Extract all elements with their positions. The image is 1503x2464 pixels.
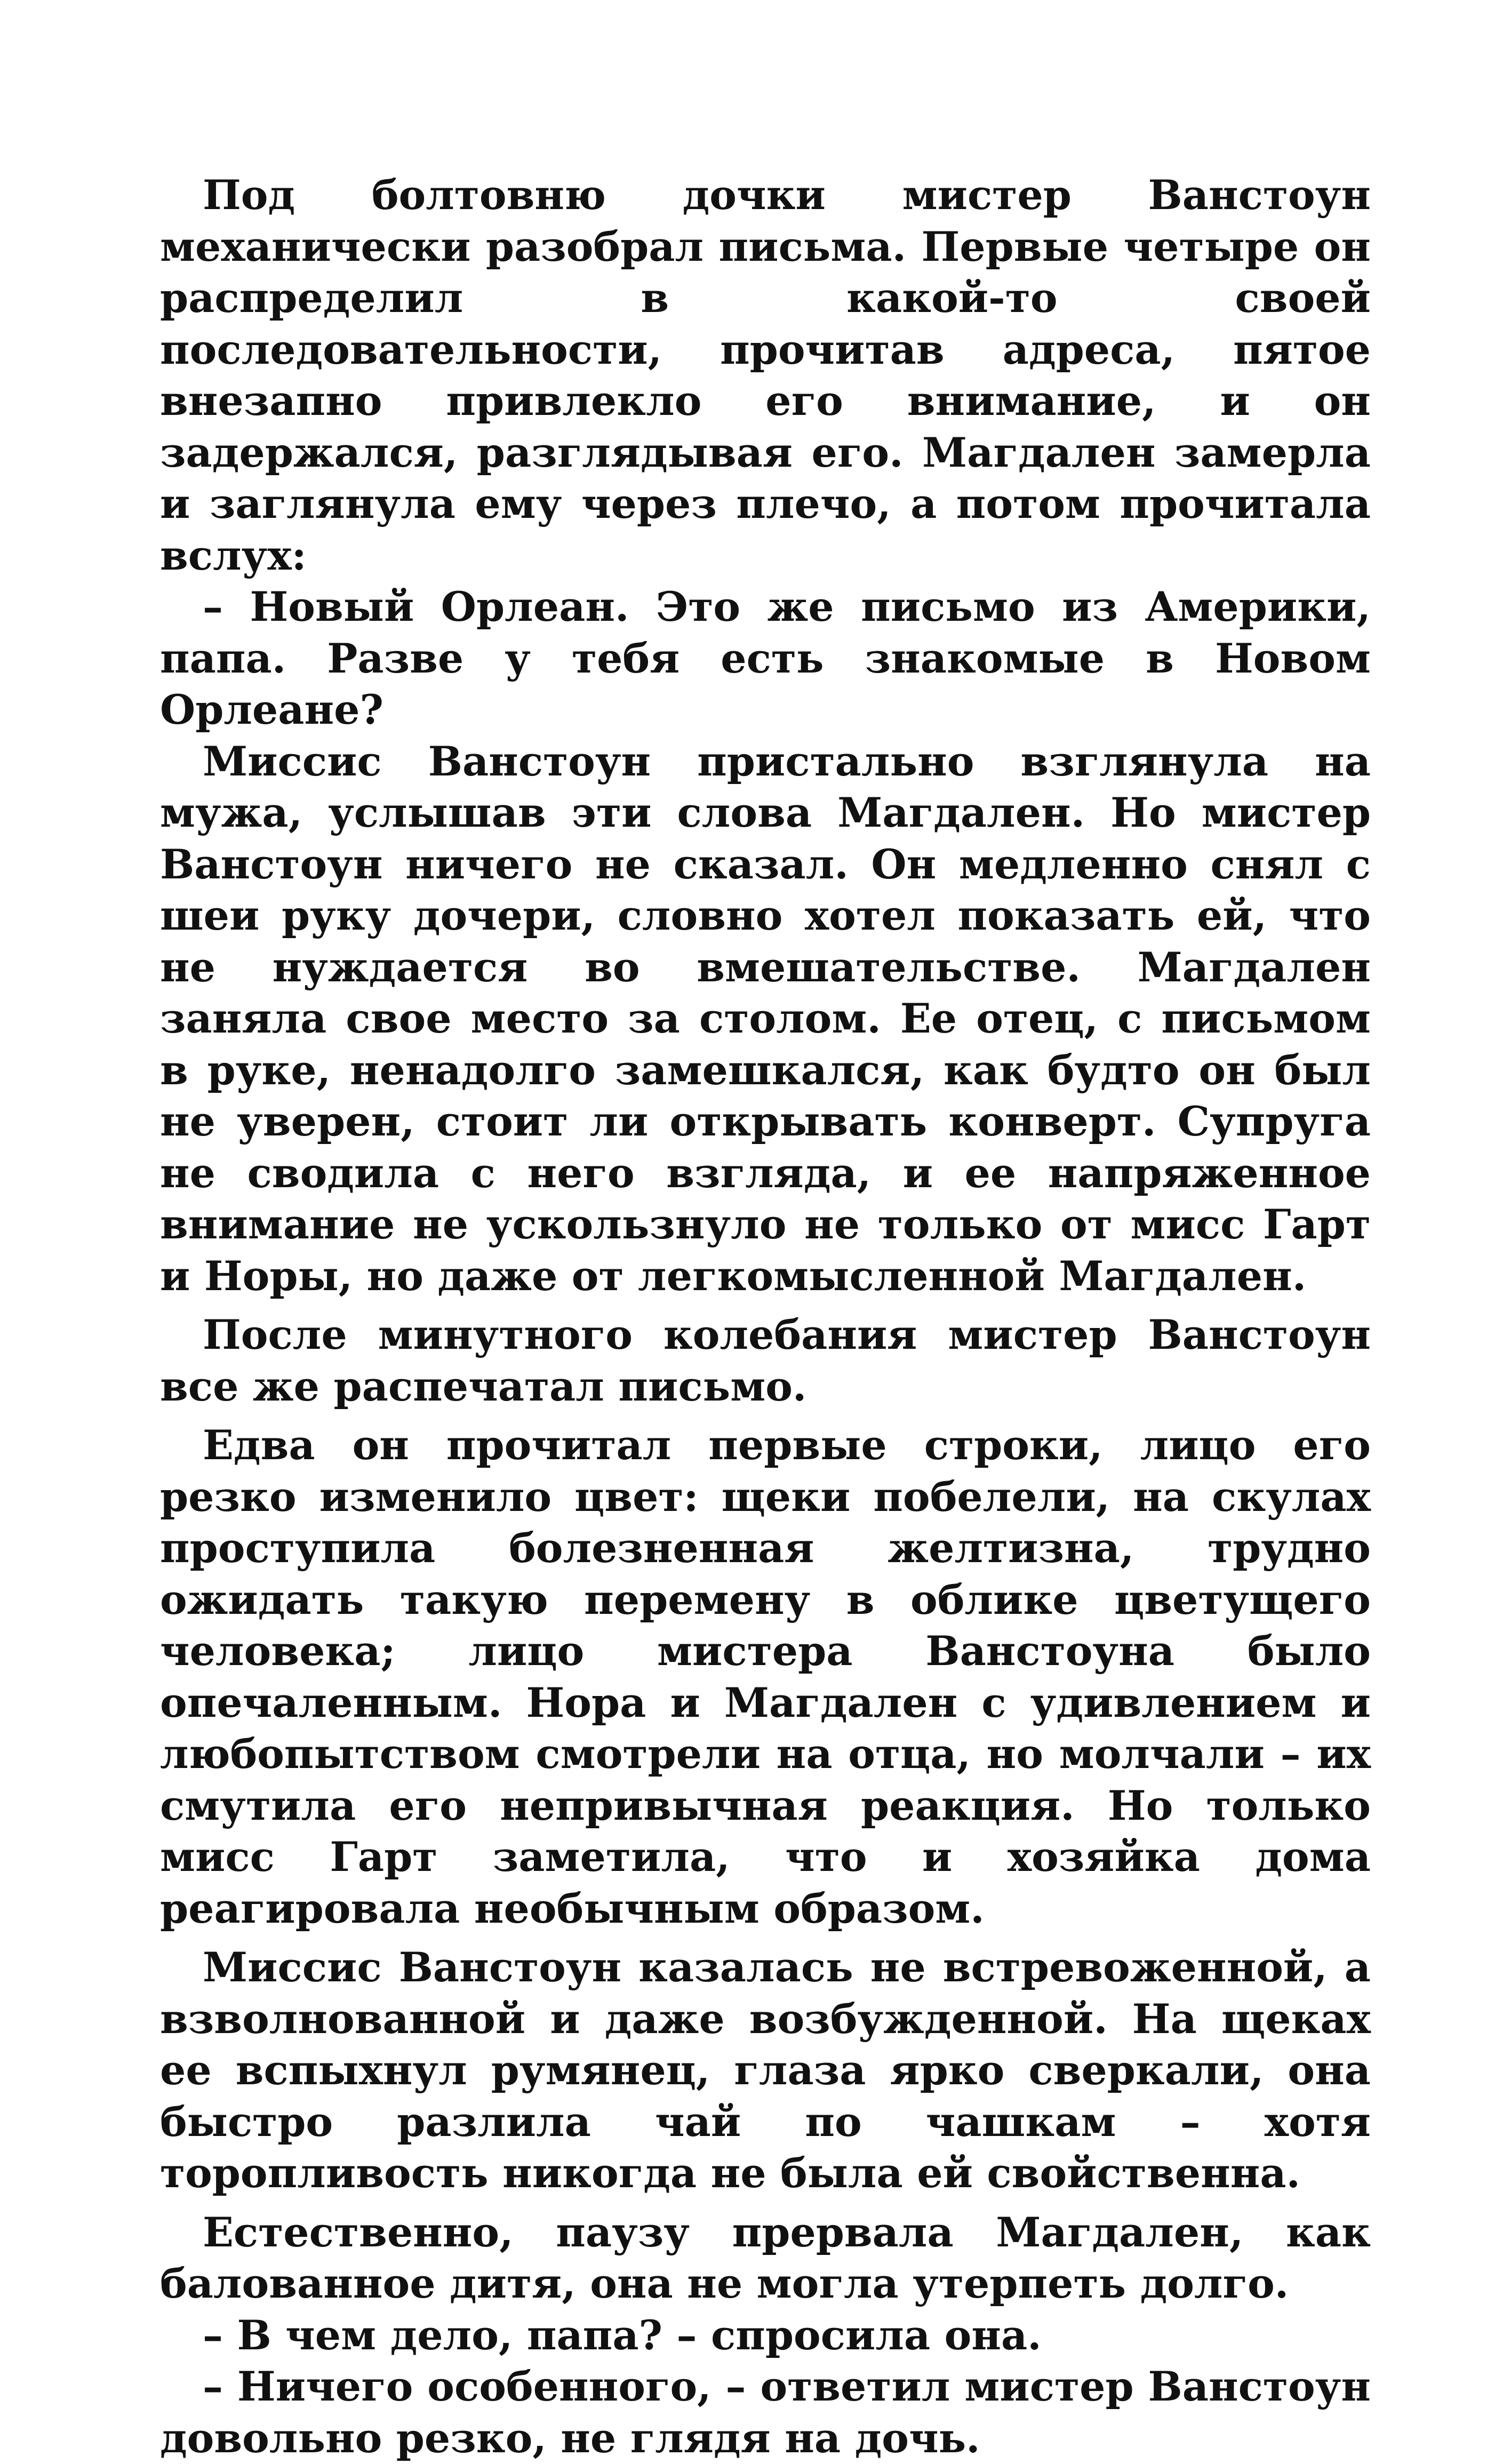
paragraph-2: – Новый Орлеан. Это же письмо из Америки, папа. Разве у тебя есть знакомые в Новом Орлеане? — [160, 583, 1371, 733]
paragraph-5: Едва он прочитал первые строки, лицо его резко изменило цвет: щеки побелели, на скулах проступила болезненная желтизна, трудно ожидать такую перемену в облике цветущего человека; лицо мистера Ванстоуна было опечаленным. Нора и Магдален с удивлением и любопытством смотрели на отца, но молчали – их смутила его непривычная реакция. Но только мисс Гарт заметила, что и хозяйка дома реагировала необычным образом. — [160, 1421, 1371, 1932]
paragraph-3: Миссис Ванстоун пристально взглянула на мужа, услышав эти слова Магдален. Но мистер Ванстоун ничего не сказал. Он медленно снял с шеи руку дочери, словно хотел показать ей, что не нуждается во вмешательстве. Магдален заняла свое место за столом. Ее отец, с письмом в руке, ненадолго замешкался, как будто он был не уверен, стоит ли открывать конверт. Супруга не сводила с него взгляда, и ее напряженное внимание не ускользнуло не только от мисс Гарт и Норы, но даже от легкомысленной Магдален. — [160, 737, 1371, 1300]
paragraph-1: Под болтовню дочки мистер Ванстоун механически разобрал письма. Первые четыре он распределил в какой-то своей последовательности, прочитав адреса, пятое внезапно привлекло его внимание, и он задержался, разглядывая его. Магдален замерла и заглянула ему через плечо, а потом прочитала вслух: — [160, 171, 1371, 579]
paragraph-7: Естественно, паузу прервала Магдален, как балованное дитя, она не могла утерпеть долго. — [160, 2208, 1371, 2307]
paragraph-9: – Ничего особенного, – ответил мистер Ванстоун довольно резко, не глядя на дочь. — [160, 2363, 1371, 2462]
paragraph-4: После минутного колебания мистер Ванстоун все же распечатал письмо. — [160, 1311, 1371, 1410]
page-text — [160, 170, 1371, 2464]
paragraph-6: Миссис Ванстоун казалась не встревоженной, а взволнованной и даже возбужденной. На щеках ее вспыхнул румянец, глаза ярко сверкали, она быстро разлила чай по чашкам – хотя торопливость никогда не была ей свойственна. — [160, 1943, 1371, 2197]
paragraph-8: – В чем дело, папа? – спросила она. — [203, 2311, 1042, 2359]
